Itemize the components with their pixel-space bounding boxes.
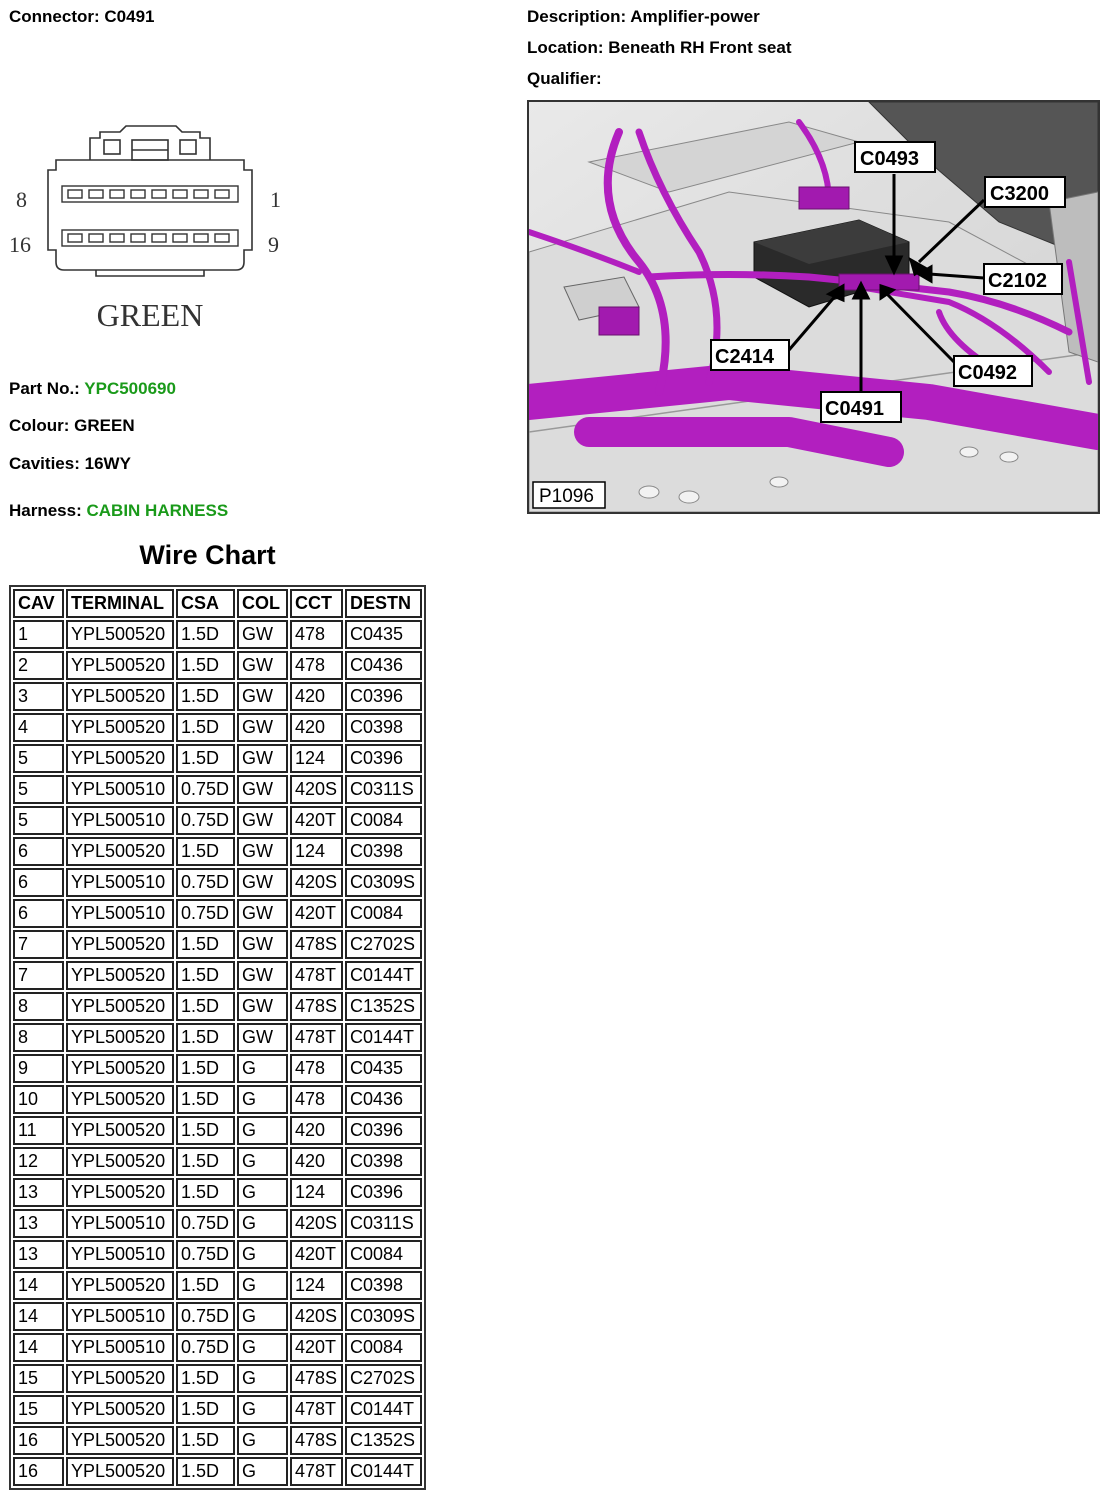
cell-cct: 478S [290, 1426, 343, 1455]
cell-destn: C0396 [345, 744, 422, 773]
cell-csa: 0.75D [176, 806, 235, 835]
cell-csa: 1.5D [176, 1085, 235, 1114]
cell-cav: 3 [13, 682, 64, 711]
cell-destn: C0144T [345, 961, 422, 990]
cell-terminal: YPL500520 [66, 1364, 174, 1393]
cell-cav: 2 [13, 651, 64, 680]
location-field [527, 38, 791, 58]
cell-col: GW [237, 806, 288, 835]
table-row [13, 1023, 422, 1052]
cell-destn: C0436 [345, 1085, 422, 1114]
cell-col: G [237, 1302, 288, 1331]
cell-csa: 0.75D [176, 1333, 235, 1362]
cell-cct: 478T [290, 1457, 343, 1486]
description-field [527, 7, 760, 27]
table-row [13, 1209, 422, 1238]
header-col: COL [237, 589, 288, 618]
connector-field [9, 7, 155, 27]
cell-terminal: YPL500510 [66, 1209, 174, 1238]
table-row [13, 930, 422, 959]
part-no-label: Part No.: [9, 379, 80, 398]
cell-csa: 0.75D [176, 1240, 235, 1269]
cell-col: G [237, 1054, 288, 1083]
cell-cav: 4 [13, 713, 64, 742]
cell-destn: C1352S [345, 1426, 422, 1455]
cell-cct: 478S [290, 992, 343, 1021]
cell-cav: 15 [13, 1364, 64, 1393]
cell-terminal: YPL500520 [66, 713, 174, 742]
cell-csa: 1.5D [176, 1116, 235, 1145]
cell-terminal: YPL500520 [66, 651, 174, 680]
table-row [13, 837, 422, 866]
cell-destn: C0084 [345, 899, 422, 928]
cell-cct: 420 [290, 1116, 343, 1145]
cell-cav: 13 [13, 1209, 64, 1238]
cell-cct: 420 [290, 1147, 343, 1176]
cell-cct: 420T [290, 1240, 343, 1269]
cell-col: GW [237, 868, 288, 897]
cell-cav: 13 [13, 1240, 64, 1269]
harness-label: Harness: [9, 501, 82, 520]
cell-cav: 16 [13, 1457, 64, 1486]
cell-terminal: YPL500510 [66, 1333, 174, 1362]
cell-cct: 420S [290, 1209, 343, 1238]
cavities-label: Cavities: [9, 454, 80, 473]
table-row [13, 1116, 422, 1145]
part-no-value: YPC500690 [84, 379, 176, 398]
cell-destn: C0396 [345, 682, 422, 711]
cell-cct: 420T [290, 806, 343, 835]
table-row [13, 620, 422, 649]
cell-destn: C0084 [345, 806, 422, 835]
cell-terminal: YPL500520 [66, 1116, 174, 1145]
cell-cct: 478 [290, 620, 343, 649]
pin-cavity [89, 190, 103, 198]
pin-cavity [215, 190, 229, 198]
cell-csa: 1.5D [176, 1395, 235, 1424]
table-row [13, 1364, 422, 1393]
cell-terminal: YPL500520 [66, 620, 174, 649]
cell-cct: 478S [290, 930, 343, 959]
header-terminal: TERMINAL [66, 589, 174, 618]
colour-label: Colour: [9, 416, 70, 435]
table-row [13, 1333, 422, 1362]
cell-cav: 5 [13, 806, 64, 835]
harness-field [9, 501, 228, 521]
pin-cavity [89, 234, 103, 242]
cell-cct: 420 [290, 682, 343, 711]
connector-colour-text: GREEN [96, 297, 204, 333]
cell-col: GW [237, 682, 288, 711]
cell-csa: 1.5D [176, 930, 235, 959]
description-label: Description: [527, 7, 627, 26]
pin-label-bottom-left: 16 [9, 232, 31, 257]
cell-terminal: YPL500520 [66, 1054, 174, 1083]
callout-c0492: C0492 [958, 362, 1017, 384]
cell-col: GW [237, 930, 288, 959]
cell-terminal: YPL500510 [66, 868, 174, 897]
cell-col: GW [237, 837, 288, 866]
cell-cav: 11 [13, 1116, 64, 1145]
table-row [13, 775, 422, 804]
cell-csa: 0.75D [176, 1209, 235, 1238]
connector-face-diagram [0, 120, 310, 350]
cell-cct: 478 [290, 1085, 343, 1114]
cell-terminal: YPL500520 [66, 837, 174, 866]
cell-destn: C0396 [345, 1178, 422, 1207]
cell-csa: 1.5D [176, 1457, 235, 1486]
cell-cav: 8 [13, 992, 64, 1021]
qualifier-field [527, 69, 602, 89]
callout-c0493: C0493 [860, 148, 919, 170]
cell-cav: 15 [13, 1395, 64, 1424]
callout-c2414: C2414 [715, 346, 774, 368]
cell-cav: 10 [13, 1085, 64, 1114]
cell-cct: 420T [290, 1333, 343, 1362]
table-row [13, 806, 422, 835]
cell-col: G [237, 1395, 288, 1424]
cell-cct: 478 [290, 651, 343, 680]
pin-cavity [110, 190, 124, 198]
cell-destn: C0084 [345, 1240, 422, 1269]
location-photo [527, 100, 1100, 514]
pin-label-bottom-right: 9 [268, 232, 279, 257]
pin-cavity [131, 234, 145, 242]
cell-destn: C0435 [345, 1054, 422, 1083]
cell-destn: C0398 [345, 837, 422, 866]
cell-cav: 12 [13, 1147, 64, 1176]
cell-csa: 1.5D [176, 744, 235, 773]
cell-destn: C0311S [345, 1209, 422, 1238]
pin-cavity [173, 234, 187, 242]
cell-terminal: YPL500510 [66, 806, 174, 835]
figure-id: P1096 [539, 486, 594, 507]
cell-cct: 478T [290, 1395, 343, 1424]
cell-cav: 5 [13, 744, 64, 773]
cell-destn: C0084 [345, 1333, 422, 1362]
cell-cav: 9 [13, 1054, 64, 1083]
cell-csa: 0.75D [176, 1302, 235, 1331]
cell-col: G [237, 1271, 288, 1300]
cell-cav: 7 [13, 930, 64, 959]
location-illustration [529, 102, 1098, 512]
cell-col: G [237, 1178, 288, 1207]
cell-cav: 13 [13, 1178, 64, 1207]
cell-cav: 14 [13, 1271, 64, 1300]
colour-value: GREEN [74, 416, 135, 435]
cell-col: GW [237, 899, 288, 928]
cell-terminal: YPL500520 [66, 1271, 174, 1300]
cell-csa: 1.5D [176, 1147, 235, 1176]
cell-csa: 1.5D [176, 1364, 235, 1393]
colour-field [9, 416, 135, 436]
cell-destn: C0398 [345, 1271, 422, 1300]
cell-col: G [237, 1240, 288, 1269]
cell-cav: 7 [13, 961, 64, 990]
callout-c2102: C2102 [988, 270, 1047, 292]
pin-cavity [194, 190, 208, 198]
cell-csa: 1.5D [176, 1023, 235, 1052]
cell-cav: 6 [13, 837, 64, 866]
cell-csa: 1.5D [176, 1054, 235, 1083]
cell-destn: C2702S [345, 1364, 422, 1393]
cell-csa: 1.5D [176, 651, 235, 680]
table-row [13, 651, 422, 680]
cell-cav: 14 [13, 1333, 64, 1362]
cell-destn: C0144T [345, 1023, 422, 1052]
cell-csa: 1.5D [176, 992, 235, 1021]
cell-terminal: YPL500510 [66, 775, 174, 804]
cell-csa: 1.5D [176, 1271, 235, 1300]
cell-col: GW [237, 1023, 288, 1052]
table-row [13, 1395, 422, 1424]
cell-cct: 478S [290, 1364, 343, 1393]
pin-rows [62, 186, 238, 246]
wire-chart-body [13, 620, 422, 1486]
table-row [13, 1302, 422, 1331]
cell-cct: 478T [290, 1023, 343, 1052]
cell-destn: C0435 [345, 620, 422, 649]
table-row [13, 682, 422, 711]
pin-label-top-right: 1 [270, 187, 281, 212]
cell-cav: 1 [13, 620, 64, 649]
cell-terminal: YPL500520 [66, 1085, 174, 1114]
cell-cct: 420T [290, 899, 343, 928]
header-csa: CSA [176, 589, 235, 618]
cell-destn: C0436 [345, 651, 422, 680]
qualifier-label: Qualifier: [527, 69, 602, 88]
wire-chart-table [9, 585, 426, 1490]
cell-destn: C0309S [345, 1302, 422, 1331]
description-value: Amplifier-power [630, 7, 760, 26]
pin-label-top-left: 8 [16, 187, 27, 212]
location-value: Beneath RH Front seat [608, 38, 792, 57]
cell-cct: 420S [290, 1302, 343, 1331]
cell-cct: 124 [290, 1178, 343, 1207]
cell-terminal: YPL500520 [66, 1426, 174, 1455]
cell-csa: 0.75D [176, 868, 235, 897]
cell-destn: C0396 [345, 1116, 422, 1145]
cell-col: GW [237, 713, 288, 742]
cell-col: GW [237, 992, 288, 1021]
cell-col: G [237, 1364, 288, 1393]
cell-cct: 124 [290, 744, 343, 773]
pin-cavity [215, 234, 229, 242]
cell-col: G [237, 1426, 288, 1455]
cell-csa: 0.75D [176, 899, 235, 928]
cell-terminal: YPL500520 [66, 1147, 174, 1176]
cell-col: G [237, 1333, 288, 1362]
cell-col: G [237, 1147, 288, 1176]
cell-csa: 1.5D [176, 961, 235, 990]
harness-value: CABIN HARNESS [86, 501, 229, 520]
table-row [13, 1178, 422, 1207]
cell-cct: 420S [290, 775, 343, 804]
table-row [13, 1054, 422, 1083]
cell-cct: 478T [290, 961, 343, 990]
cell-terminal: YPL500520 [66, 1023, 174, 1052]
table-row [13, 1271, 422, 1300]
part-no-field [9, 379, 176, 399]
table-row [13, 1085, 422, 1114]
cell-col: G [237, 1116, 288, 1145]
table-row [13, 744, 422, 773]
cell-col: GW [237, 744, 288, 773]
pin-cavity [110, 234, 124, 242]
pin-cavity [68, 190, 82, 198]
cell-destn: C0144T [345, 1457, 422, 1486]
table-row [13, 713, 422, 742]
cell-cav: 6 [13, 868, 64, 897]
cell-cav: 8 [13, 1023, 64, 1052]
cell-cct: 478 [290, 1054, 343, 1083]
cell-terminal: YPL500520 [66, 1178, 174, 1207]
cell-terminal: YPL500520 [66, 961, 174, 990]
cell-cct: 124 [290, 837, 343, 866]
header-cct: CCT [290, 589, 343, 618]
cell-col: G [237, 1209, 288, 1238]
table-row [13, 868, 422, 897]
table-row [13, 899, 422, 928]
cell-col: G [237, 1085, 288, 1114]
cell-destn: C1352S [345, 992, 422, 1021]
cell-destn: C0398 [345, 713, 422, 742]
pin-cavity [173, 190, 187, 198]
pin-cavity [152, 190, 166, 198]
cell-terminal: YPL500520 [66, 744, 174, 773]
cell-csa: 1.5D [176, 1426, 235, 1455]
cell-destn: C0144T [345, 1395, 422, 1424]
cell-terminal: YPL500520 [66, 992, 174, 1021]
cell-cct: 124 [290, 1271, 343, 1300]
cell-col: GW [237, 651, 288, 680]
table-header-row [13, 589, 422, 618]
pin-cavity [152, 234, 166, 242]
table-row [13, 961, 422, 990]
pin-cavity [131, 190, 145, 198]
cell-terminal: YPL500510 [66, 1240, 174, 1269]
cell-destn: C0309S [345, 868, 422, 897]
cell-cav: 6 [13, 899, 64, 928]
header-cav: CAV [13, 589, 64, 618]
pin-cavity [68, 234, 82, 242]
callout-c3200: C3200 [990, 183, 1049, 205]
connector-value: C0491 [104, 7, 155, 26]
cell-col: GW [237, 775, 288, 804]
cell-terminal: YPL500520 [66, 930, 174, 959]
cell-cct: 420 [290, 713, 343, 742]
cell-col: G [237, 1457, 288, 1486]
cell-cav: 14 [13, 1302, 64, 1331]
cell-cav: 16 [13, 1426, 64, 1455]
cell-csa: 0.75D [176, 775, 235, 804]
cell-col: GW [237, 620, 288, 649]
cell-cav: 5 [13, 775, 64, 804]
cell-destn: C2702S [345, 930, 422, 959]
header-destn: DESTN [345, 589, 422, 618]
cell-terminal: YPL500510 [66, 1302, 174, 1331]
connector-label: Connector: [9, 7, 100, 26]
table-row [13, 1147, 422, 1176]
cell-terminal: YPL500520 [66, 1457, 174, 1486]
cell-csa: 1.5D [176, 713, 235, 742]
table-row [13, 1457, 422, 1486]
cavities-field [9, 454, 131, 474]
cell-csa: 1.5D [176, 837, 235, 866]
location-label: Location: [527, 38, 604, 57]
cell-destn: C0311S [345, 775, 422, 804]
pin-cavity [194, 234, 208, 242]
callout-c0491: C0491 [825, 398, 884, 420]
cell-terminal: YPL500520 [66, 1395, 174, 1424]
table-row [13, 1240, 422, 1269]
cell-destn: C0398 [345, 1147, 422, 1176]
cell-csa: 1.5D [176, 620, 235, 649]
table-row [13, 1426, 422, 1455]
cell-csa: 1.5D [176, 682, 235, 711]
table-row [13, 992, 422, 1021]
cavities-value: 16WY [84, 454, 131, 473]
cell-terminal: YPL500520 [66, 682, 174, 711]
cell-terminal: YPL500510 [66, 899, 174, 928]
cell-col: GW [237, 961, 288, 990]
cell-csa: 1.5D [176, 1178, 235, 1207]
cell-cct: 420S [290, 868, 343, 897]
wire-chart-title: Wire Chart [139, 540, 276, 570]
